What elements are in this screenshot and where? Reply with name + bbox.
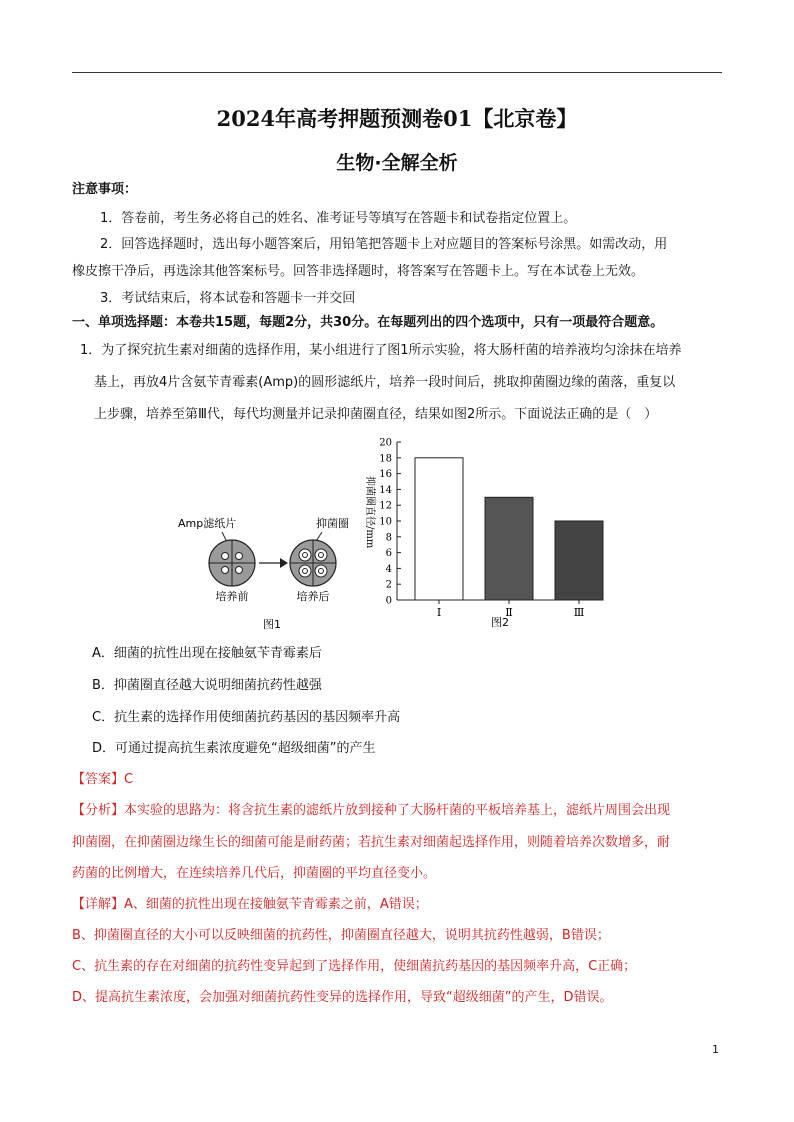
before-label: 培养前: [215, 590, 249, 603]
y-tick-label: 10: [379, 516, 392, 528]
detail-line: D、提高抗生素浓度，会加强对细菌抗药性变异的选择作用，导致“超级细菌”的产生，D错误。: [72, 990, 613, 1005]
answer-line: 【答案】C: [72, 772, 134, 787]
page-number: 1: [712, 1043, 719, 1056]
arrow-icon: [280, 558, 288, 568]
y-tick-label: 12: [379, 500, 392, 512]
filter-paper-disc: [236, 567, 243, 574]
detail-line: C、抗生素的存在对细菌的抗药性变异起到了选择作用，使细菌抗药基因的基因频率升高，C正确；: [72, 959, 637, 974]
notice-item: 橡皮擦干净后，再选涂其他答案标号。回答非选择题时，将答案写在答题卡上。写在本试卷上无效。: [72, 264, 645, 279]
option-d: D．可通过提高抗生素浓度避免“超级细菌”的产生: [92, 741, 376, 756]
bar-2: [485, 497, 533, 600]
y-tick-label: 18: [379, 453, 392, 465]
y-axis-label: 抑菌圈直径/mm: [364, 476, 375, 549]
y-tick-label: 14: [379, 484, 392, 496]
x-tick-label: Ⅰ: [436, 606, 442, 619]
option-c: C．抗生素的选择作用使细菌抗药基因的基因频率升高: [92, 710, 401, 725]
analysis-line: 抑菌圈，在抑菌圈边缘生长的细菌可能是耐药菌；若抗生素对细菌起选择作用，则随着培养次数增多，耐: [72, 835, 671, 850]
figure1-caption: 图1: [263, 618, 281, 631]
amp-paper-label: Amp滤纸片: [178, 517, 237, 530]
notice-item: 3．考试结束后，将本试卷和答题卡一并交回: [100, 291, 356, 306]
notice-item: 1．答卷前，考生务必将自己的姓名、准考证号等填写在答题卡和试卷指定位置上。: [100, 211, 577, 226]
analysis-line: 药菌的比例增大，在连续培养几代后，抑菌圈的平均直径变小。: [72, 866, 437, 881]
analysis-line: 【分析】本实验的思路为：将含抗生素的滤纸片放到接种了大肠杆菌的平板培养基上，滤纸片周围会出现: [72, 803, 671, 818]
y-tick-label: 8: [385, 532, 392, 544]
experiment-figure: [170, 436, 610, 634]
inhibition-zone-label: 抑菌圈: [316, 517, 349, 530]
detail-line: B、抑菌圈直径的大小可以反映细菌的抗药性，抑菌圈直径越大，说明其抗药性越弱，B错误；: [72, 928, 610, 943]
page-title: 2024年高考押题预测卷01【北京卷】: [216, 106, 578, 131]
y-tick-label: 20: [379, 437, 392, 449]
y-tick-label: 6: [385, 548, 392, 560]
dish-before: [209, 540, 255, 586]
filter-paper-disc: [236, 553, 243, 560]
figure1-diagram: [178, 516, 349, 631]
bar-1: [415, 458, 463, 600]
y-tick-label: 2: [385, 579, 392, 591]
y-tick-label: 16: [379, 469, 392, 481]
filter-paper-disc: [222, 553, 229, 560]
page-subtitle: 生物·全解全析: [336, 152, 458, 174]
x-tick-label: Ⅱ: [505, 606, 513, 619]
section-heading: 一、单项选择题：本卷共15题，每题2分，共30分。在每题列出的四个选项中，只有一项最符合题意。: [72, 315, 664, 330]
detail-line: 【详解】A、细菌的抗性出现在接触氨苄青霉素之前，A错误；: [72, 897, 428, 912]
figure2-caption: 图2: [491, 616, 509, 629]
option-a: A．细菌的抗性出现在接触氨苄青霉素后: [92, 646, 322, 661]
notice-item: 2．回答选择题时，选出每小题答案后，用铅笔把答题卡上对应题目的答案标号涂黑。如需改动，用: [100, 237, 668, 252]
header-rule: [72, 72, 722, 73]
notice-heading: 注意事项：: [72, 182, 138, 197]
y-tick-label: 4: [385, 563, 392, 575]
question-stem: 上步骤，培养至第Ⅲ代，每代均测量并记录抑菌圈直径，结果如图2所示。下面说法正确的是（ ）: [94, 407, 658, 422]
question-stem: 基上，再放4片含氨苄青霉素(Amp)的圆形滤纸片，培养一段时间后，挑取抑菌圈边缘的菌落，重复以: [94, 375, 676, 390]
y-tick-label: 0: [385, 595, 392, 607]
bar-3: [555, 521, 603, 600]
dish-after: [290, 540, 336, 586]
filter-paper-disc: [222, 567, 229, 574]
option-b: B．抑菌圈直径越大说明细菌抗药性越强: [92, 678, 322, 693]
figure2-bar-chart: [364, 438, 603, 630]
question-stem: 1．为了探究抗生素对细菌的选择作用，某小组进行了图1所示实验，将大肠杆菌的培养液均匀涂抹在培养: [80, 343, 682, 358]
after-label: 培养后: [296, 590, 330, 603]
x-tick-label: Ⅲ: [573, 606, 585, 619]
